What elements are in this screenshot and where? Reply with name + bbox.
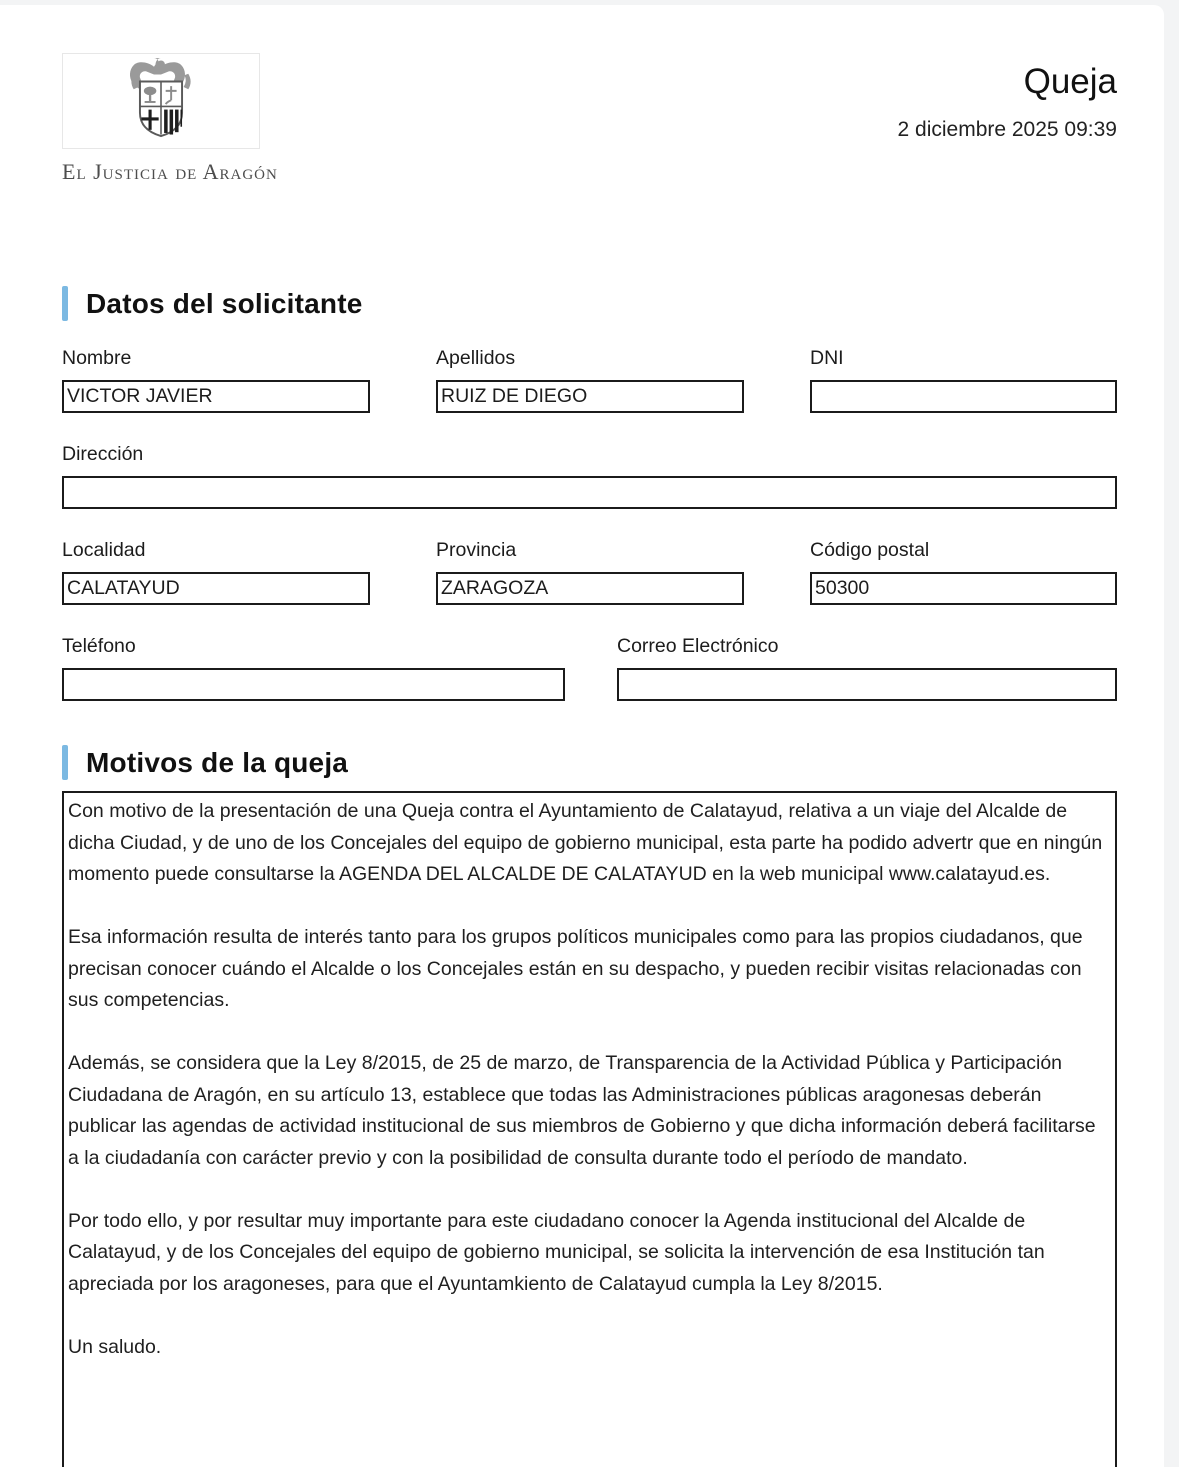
document-header xyxy=(62,5,1117,185)
form-row-1 xyxy=(62,347,1117,413)
provincia-input[interactable] xyxy=(436,572,744,605)
motivos-textarea[interactable] xyxy=(62,791,1117,1467)
section-header-solicitante xyxy=(62,286,1117,321)
form-row-4 xyxy=(62,635,1117,701)
telefono-input[interactable] xyxy=(62,668,565,701)
field-nombre xyxy=(62,347,370,413)
form-row-2 xyxy=(62,443,1117,509)
header-right xyxy=(898,53,1118,142)
section-accent-bar xyxy=(62,286,68,321)
field-apellidos xyxy=(436,347,744,413)
dni-label: DNI xyxy=(810,347,844,369)
dni-input[interactable] xyxy=(810,380,1117,413)
motivos-paragraph: Además, se considera que la Ley 8/2015, de 25 de marzo, de Transparencia de la Actividad Pública y Participación Ciudadana de Aragón, en su artículo 13, establece que todas las Administraciones públicas aragonesas deberán publicar las agendas de actividad institucional de sus miembros de Gobierno y que dicha información deberá facilitarse a la ciudadanía con carácter previo y con la posibilidad de consulta durante todo el período de mandato. xyxy=(68,1052,1096,1169)
correo-input[interactable] xyxy=(617,668,1117,701)
document-page xyxy=(0,5,1164,1467)
solicitante-form xyxy=(62,347,1117,701)
localidad-label: Localidad xyxy=(62,539,146,561)
motivos-paragraph: Por todo ello, y por resultar muy importante para este ciudadano conocer la Agenda institucional del Alcalde de Calatayud, y de los Concejales del equipo de gobierno municipal, se solicita la intervención de esa Institución tan apreciada por los aragoneses, para que el Ayuntamkiento de Calatayud cumpla la Ley 8/2015. xyxy=(68,1209,1045,1295)
section-header-motivos xyxy=(62,745,1117,780)
motivos-paragraph: Con motivo de la presentación de una Queja contra el Ayuntamiento de Calatayud, relativa a un viaje del Alcalde de dicha Ciudad, y de uno de los Concejales del equipo de gobierno municipal, esta parte ha podido advertr que en ningún momento puede consultarse la AGENDA DEL ALCALDE DE CALATAYUD en la web municipal www.calatayud.es. xyxy=(68,800,1103,885)
document-date: 2 diciembre 2025 09:39 xyxy=(897,117,1117,141)
motivos-paragraph: Un saludo. xyxy=(68,1335,162,1358)
field-correo xyxy=(617,635,1117,701)
telefono-label: Teléfono xyxy=(62,635,136,657)
provincia-label: Provincia xyxy=(436,539,517,561)
apellidos-label: Apellidos xyxy=(436,347,516,369)
coat-of-arms-svg xyxy=(113,55,209,147)
correo-label: Correo Electrónico xyxy=(617,635,779,657)
coat-of-arms-icon xyxy=(62,53,260,149)
localidad-input[interactable] xyxy=(62,572,370,605)
codigo-postal-input[interactable] xyxy=(810,572,1117,605)
apellidos-input[interactable] xyxy=(436,380,744,413)
direccion-label: Dirección xyxy=(62,443,144,465)
section-accent-bar xyxy=(62,745,68,780)
field-provincia xyxy=(436,539,744,605)
codigo-postal-label: Código postal xyxy=(810,539,930,561)
direccion-input[interactable] xyxy=(62,476,1117,509)
nombre-label: Nombre xyxy=(62,347,132,369)
logo-caption: El Justicia de Aragón xyxy=(62,159,278,184)
logo-block xyxy=(62,53,278,185)
field-telefono xyxy=(62,635,565,701)
motivos-paragraph: Esa información resulta de interés tanto para los grupos políticos municipales como para las propios ciudadanos, que precisan conocer cuándo el Alcalde o los Concejales están en su despacho, y pueden recibir visitas relacionadas con sus competencias. xyxy=(68,926,1083,1011)
nombre-input[interactable] xyxy=(62,380,370,413)
field-codigo-postal xyxy=(810,539,1117,605)
form-row-3 xyxy=(62,539,1117,605)
section-title-solicitante: Datos del solicitante xyxy=(86,287,363,319)
field-direccion xyxy=(62,443,1117,509)
document-title: Queja xyxy=(1023,62,1117,101)
field-localidad xyxy=(62,539,370,605)
field-dni xyxy=(810,347,1117,413)
section-title-motivos: Motivos de la queja xyxy=(86,746,349,778)
